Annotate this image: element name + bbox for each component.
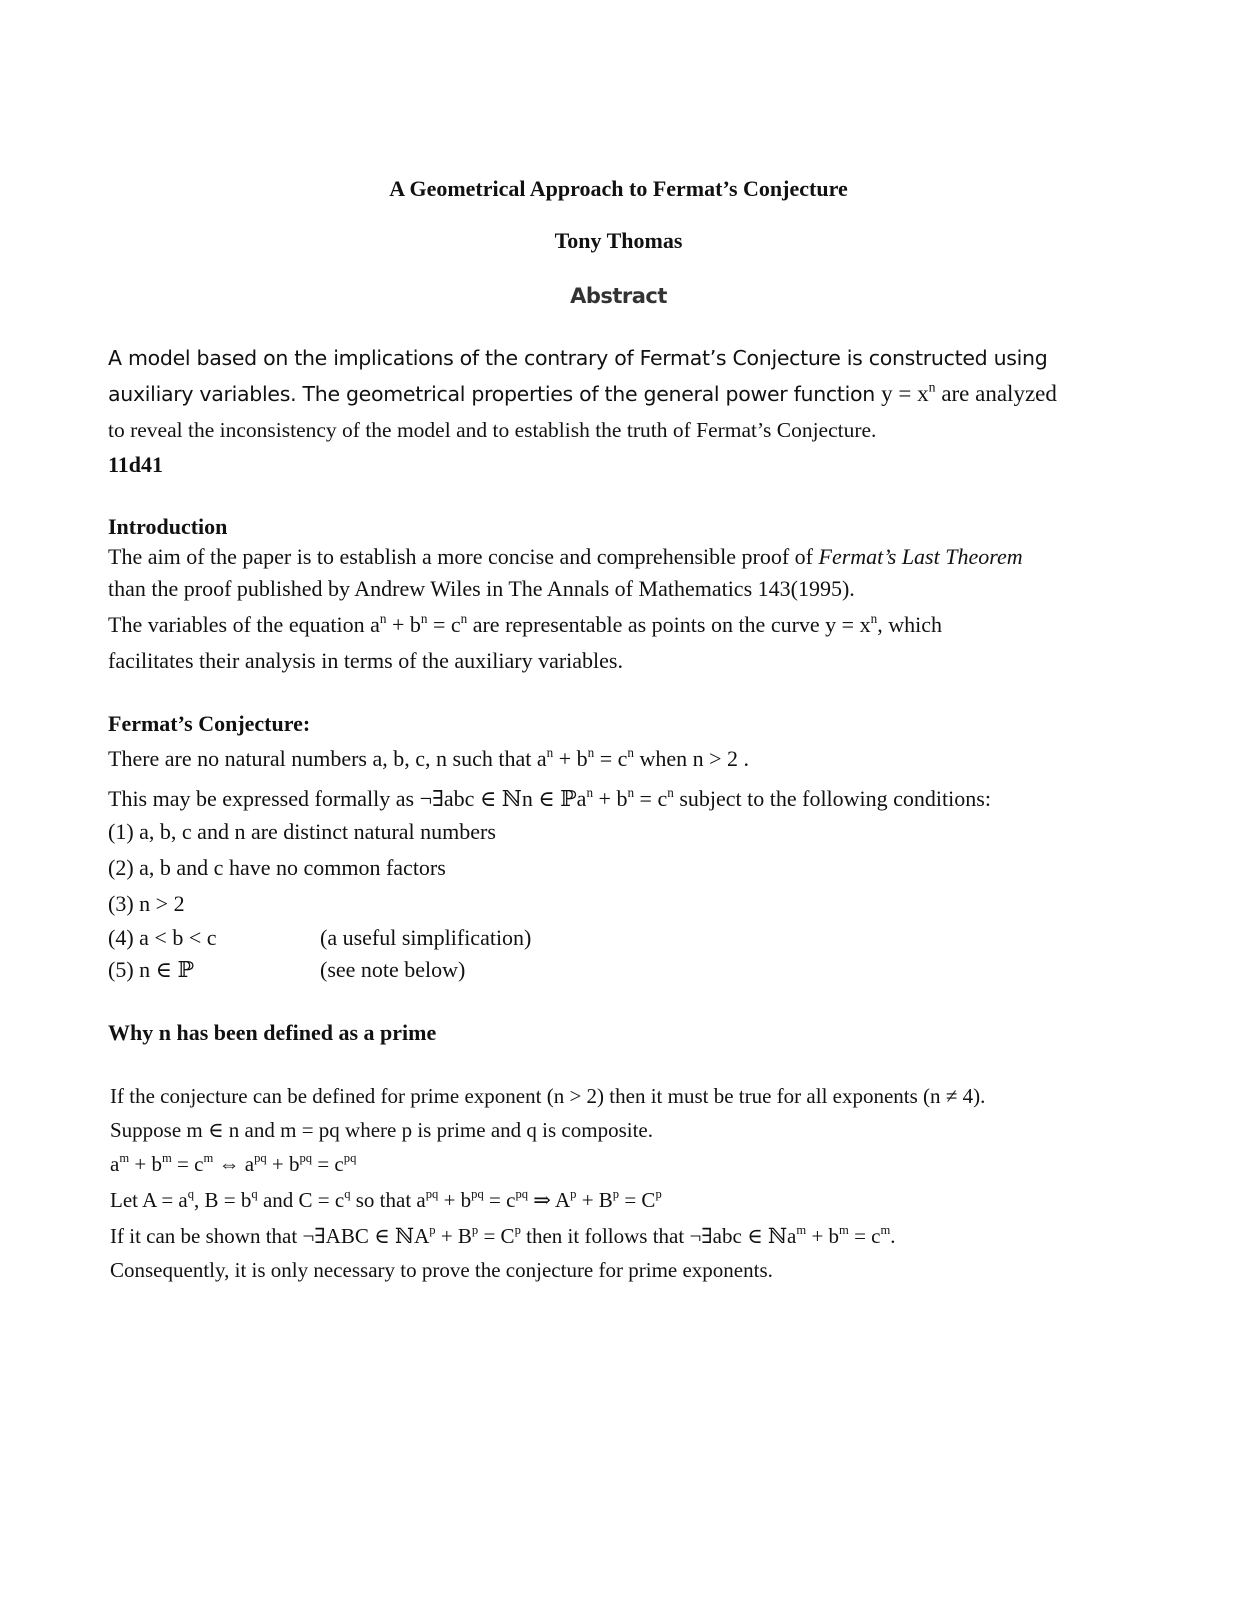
power-function-base: y = x (881, 381, 929, 406)
power-function-exponent: n (928, 379, 936, 395)
classification-code: 11d41 (108, 452, 164, 477)
condition-5 (108, 957, 708, 983)
power-function (881, 381, 935, 406)
prime-line-4-text: Let A = a (110, 1188, 188, 1212)
abstract-line-1: A model based on the implications of the contrary of Fermat’s Conjecture is constructed using (108, 346, 1048, 370)
prime-line-1: If the conjecture can be defined for prime exponent (n > 2) then it must be true for all exponents (n ≠ 4). (110, 1084, 986, 1108)
condition-text: n > 2 (139, 891, 185, 916)
intro-line-2: than the proof published by Andrew Wiles in The Annals of Mathematics 143(1995). (108, 576, 855, 601)
prime-line-3: $a^m + b^m = c^m$ ⇔ $a^{pq} + b^{pq} = c^{pq}$ (110, 1151, 357, 1176)
prime-line-2: Suppose m ∈ n and m = pq where p is prime and q is composite. (110, 1118, 653, 1142)
intro-line-3-mid: are representable as points on the curve y = x (467, 612, 871, 637)
condition-number: (4) (108, 925, 134, 950)
eq-term: a (370, 612, 380, 637)
author-name: Tony Thomas (554, 228, 683, 253)
conjecture-heading: Fermat’s Conjecture: (108, 711, 311, 736)
prime-line-5-text: If it can be shown that ¬∃ABC ∈ ℕA (110, 1224, 430, 1248)
eq-term: a (110, 1152, 120, 1176)
iff-symbol: ⇔ (213, 1152, 245, 1176)
condition-number: (5) (108, 957, 134, 982)
conjecture-text: such that a (447, 746, 547, 771)
eq-exp: n (667, 784, 674, 800)
intro-line-3-text: The variables of the equation (108, 612, 371, 637)
eq-exp: n (460, 610, 468, 626)
abstract-line-2-end: are analyzed (935, 381, 1057, 406)
intro-line-3-end: , which (877, 612, 942, 637)
prime-line-5-mid: then it follows that ¬∃abc ∈ ℕa (520, 1224, 797, 1248)
condition-text: n ∈ ℙ (139, 957, 194, 982)
intro-line-4: facilitates their analysis in terms of the auxiliary variables. (108, 648, 623, 673)
condition-text: a, b, c and n are distinct natural numbers (139, 819, 496, 844)
conjecture-text: subject to the following conditions: (673, 786, 991, 811)
condition-number: (3) (108, 891, 134, 916)
fermats-last-theorem: Fermat’s Last Theorem (818, 544, 1023, 569)
prime-line-6: Consequently, it is only necessary to prove the conjecture for prime exponents. (110, 1258, 773, 1282)
conjecture-condition: when n > 2 . (634, 746, 750, 771)
abstract-heading: Abstract (570, 284, 667, 308)
condition-number: (1) (108, 819, 134, 844)
abstract-line-2-text: auxiliary variables. The geometrical properties of the general power function (108, 382, 882, 406)
eq-term: = c (594, 746, 628, 771)
intro-line-3 (108, 612, 942, 638)
condition-text: a, b and c have no common factors (139, 855, 446, 880)
condition-text: a < b < c (139, 925, 217, 950)
prime-line-5: If it can be shown that ¬∃ABC ∈ ℕA$^p$ + $B^p = C^p$ then it follows that ¬∃abc ∈ ℕa$^m$ + $b^m = c^m$. (110, 1223, 896, 1248)
intro-line-1 (108, 544, 1023, 570)
conjecture-vars: a, b, c, n (372, 746, 448, 771)
eq-term: + b (386, 612, 421, 637)
condition-2 (108, 855, 708, 881)
condition-note: (a useful simplification) (320, 925, 532, 950)
prime-line-4: Let $A = a^q$, $B = b^q$ and $C = c^q$ so that $a^{pq} + b^{pq} = c^{pq}$ ⇒ $A^p + B^p = C^p$ (110, 1187, 662, 1212)
introduction-heading: Introduction (108, 514, 228, 539)
eq-exp: n (627, 784, 635, 800)
conjecture-text: This may be expressed formally as (108, 786, 420, 811)
conjecture-text: There are no natural numbers (108, 746, 373, 771)
condition-4 (108, 925, 708, 951)
abstract-line-2 (108, 381, 1057, 407)
curve-exponent: n (870, 610, 878, 626)
eq-exp: n (587, 744, 595, 760)
condition-1 (108, 819, 708, 845)
prime-section-heading: Why n has been defined as a prime (108, 1020, 437, 1045)
implies-symbol: ⇒ (528, 1188, 555, 1212)
intro-line-1-text: The aim of the paper is to establish a more concise and comprehensible proof of (108, 544, 819, 569)
condition-3 (108, 891, 708, 917)
eq-term: + b (593, 786, 628, 811)
conjecture-line-2 (108, 786, 991, 812)
eq-term: = c (634, 786, 668, 811)
fermat-equation (370, 612, 467, 637)
eq-exp: n (420, 610, 428, 626)
eq-exp: n (627, 744, 634, 760)
conjecture-line-1 (108, 746, 749, 772)
abstract-line-3: to reveal the inconsistency of the model and to establish the truth of Fermat’s Conjecture. (108, 418, 877, 442)
eq-exp: n (546, 744, 554, 760)
eq-exp: n (379, 610, 387, 626)
eq-term: + b (553, 746, 588, 771)
eq-term: = c (427, 612, 461, 637)
condition-number: (2) (108, 855, 134, 880)
condition-note: (see note below) (320, 957, 466, 982)
eq-exp: n (586, 784, 594, 800)
paper-title: A Geometrical Approach to Fermat’s Conjecture (389, 176, 848, 201)
formal-statement: ¬∃abc ∈ ℕn ∈ ℙa (419, 786, 587, 811)
